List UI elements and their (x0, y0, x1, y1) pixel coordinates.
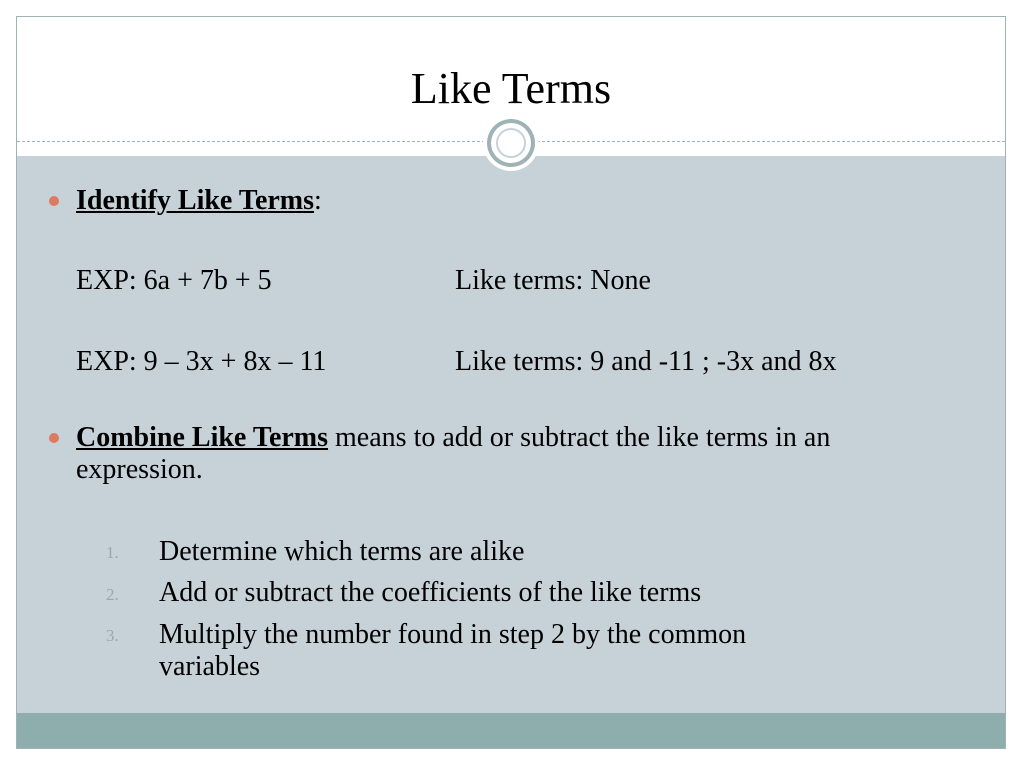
identify-suffix: : (314, 185, 322, 216)
footer-bar (17, 713, 1005, 748)
step-2-text: Add or subtract the coefficients of the like terms (159, 577, 702, 608)
step-1-text: Determine which terms are alike (159, 536, 525, 567)
bullet-dot-icon (49, 433, 59, 443)
step-2-number: 2. (106, 585, 119, 604)
step-3-text-line2: variables (159, 651, 261, 682)
example-1-result: Like terms: None (455, 265, 651, 296)
step-3-number: 3. (106, 626, 119, 645)
circle-ornament-icon (483, 115, 539, 171)
slide (16, 16, 1006, 749)
example-2-expression: EXP: 9 – 3x + 8x – 11 (76, 346, 327, 377)
example-2-result: Like terms: 9 and -11 ; -3x and 8x (455, 346, 837, 377)
combine-heading: Combine Like Terms (76, 422, 329, 453)
slide-title: Like Terms (410, 64, 612, 113)
ornament-inner-ring (496, 128, 526, 158)
bullet-dot-icon (49, 196, 59, 206)
combine-rest-line2: expression. (76, 454, 203, 485)
combine-rest: means to add or subtract the like terms in an (328, 422, 831, 453)
bullet-combine (76, 421, 830, 454)
step-3-text: Multiply the number found in step 2 by the common (159, 619, 747, 650)
identify-heading: Identify Like Terms (76, 185, 315, 216)
example-1-expression: EXP: 6a + 7b + 5 (76, 265, 272, 296)
bullet-identify (76, 184, 322, 217)
step-1-number: 1. (106, 543, 119, 562)
